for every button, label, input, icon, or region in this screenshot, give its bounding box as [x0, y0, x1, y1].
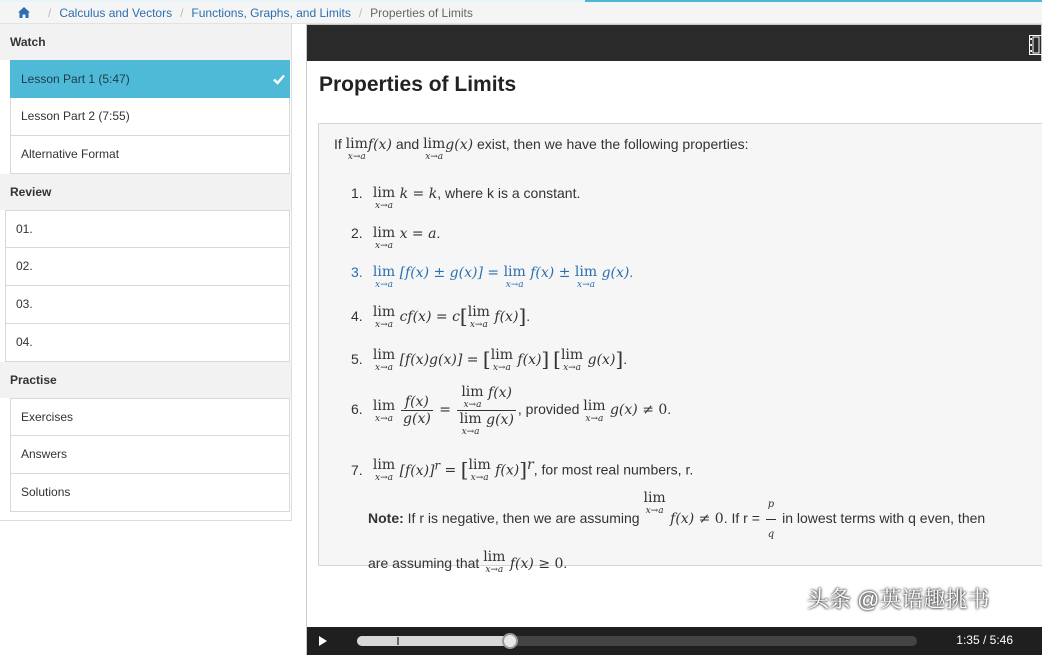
- sidebar-item-solutions[interactable]: [10, 474, 290, 512]
- sidebar-item-review-01[interactable]: [5, 210, 290, 248]
- lesson-slide: [307, 61, 1042, 627]
- property-1: 1. lim x→a k = k, where k is a constant.: [351, 185, 581, 211]
- player-header-bar: [307, 25, 1041, 61]
- watermark-text: 头条 @英语趣挑书: [807, 587, 990, 612]
- sidebar-item-label: Exercises: [21, 410, 74, 424]
- sidebar-item-label: Answers: [21, 447, 68, 461]
- breadcrumb-functions-graphs-limits[interactable]: Functions, Graphs, and Limits: [191, 5, 351, 20]
- sidebar-item-review-04[interactable]: [5, 324, 290, 362]
- practise-section-title: Practise: [0, 362, 291, 398]
- note-text: Note: If r is negative, then we are assuming lim x→a f(x) ≠ 0. If r = $\frac{p}{q}$ in lowest terms with q even, then are assuming that lim x→a f(x) ≥ 0.: [368, 490, 986, 575]
- property-6: 6. lim x→a $\frac{f(x)}{g(x)}$ = lim x→a f(x) lim x→a g(x) , provided lim x→a g(x) ≠ 0.: [351, 384, 672, 437]
- sidebar-item-label: 02.: [16, 259, 33, 273]
- chapter-marker: [397, 637, 399, 645]
- intro-and: and: [395, 136, 420, 152]
- property-2: 2. lim x→a x = a.: [351, 225, 441, 251]
- video-player[interactable]: [306, 24, 1042, 655]
- breadcrumb-current: Properties of Limits: [370, 5, 473, 20]
- sidebar-item-label: Solutions: [21, 485, 71, 499]
- home-icon[interactable]: [18, 7, 30, 18]
- sidebar-item-alternative-format[interactable]: [10, 136, 290, 174]
- intro-rest: exist, then we have the following properties:: [476, 136, 749, 152]
- sidebar-item-lesson-part-2[interactable]: [10, 98, 290, 136]
- sidebar-item-answers[interactable]: [10, 436, 290, 474]
- sidebar-item-label: 04.: [16, 335, 33, 349]
- lesson-sidebar: [0, 24, 292, 521]
- limit-operator: lim x→a: [423, 136, 446, 162]
- play-icon[interactable]: [319, 636, 327, 646]
- progress-track[interactable]: [357, 636, 917, 646]
- sidebar-item-exercises[interactable]: [10, 398, 290, 436]
- sidebar-item-label: 03.: [16, 297, 33, 311]
- breadcrumb-calculus-and-vectors[interactable]: Calculus and Vectors: [59, 5, 173, 20]
- played-bar: [357, 636, 510, 646]
- player-controls: [307, 627, 1042, 655]
- property-7: 7. lim x→a $[f(x)]^r = [\lim$ x→a f(x)]$^r$, for most real numbers, r.: [351, 457, 694, 483]
- watch-section-title: Watch: [0, 24, 291, 60]
- property-3: 3. lim x→a [f(x) ± g(x)] = lim x→a f(x) ± lim x→a g(x).: [351, 264, 634, 290]
- sidebar-item-label: 01.: [16, 222, 33, 236]
- breadcrumb: [0, 2, 1042, 24]
- time-display: 1:35 / 5:46: [956, 633, 1013, 647]
- intro-if: If: [334, 136, 342, 152]
- breadcrumb-separator: /: [48, 5, 52, 20]
- checkmark-icon: [273, 73, 285, 85]
- slide-title: Properties of Limits: [319, 73, 517, 96]
- property-5: 5. lim x→a [f(x)g(x)] = [lim x→a f(x)] [lim x→a g(x)].: [351, 347, 628, 373]
- intro-text: If lim x→a f(x) and lim x→a g(x) exist, then we have the following properties:: [334, 136, 749, 162]
- property-4: 4. lim x→a cf(x) = c[lim x→a f(x)].: [351, 304, 531, 330]
- review-section-title: Review: [0, 174, 291, 210]
- sidebar-item-review-02[interactable]: [5, 248, 290, 286]
- progress-handle[interactable]: [502, 633, 518, 649]
- sidebar-item-label: Lesson Part 2 (7:55): [21, 109, 130, 123]
- sidebar-item-lesson-part-1[interactable]: [10, 60, 290, 98]
- properties-box: [318, 123, 1042, 575]
- breadcrumb-separator: /: [180, 5, 184, 20]
- sidebar-item-review-03[interactable]: [5, 286, 290, 324]
- film-strip-icon[interactable]: [1029, 35, 1042, 55]
- sidebar-item-label: Lesson Part 1 (5:47): [21, 72, 130, 86]
- sidebar-item-label: Alternative Format: [21, 147, 120, 161]
- limit-operator: lim x→a: [345, 136, 368, 162]
- breadcrumb-separator: /: [358, 5, 363, 20]
